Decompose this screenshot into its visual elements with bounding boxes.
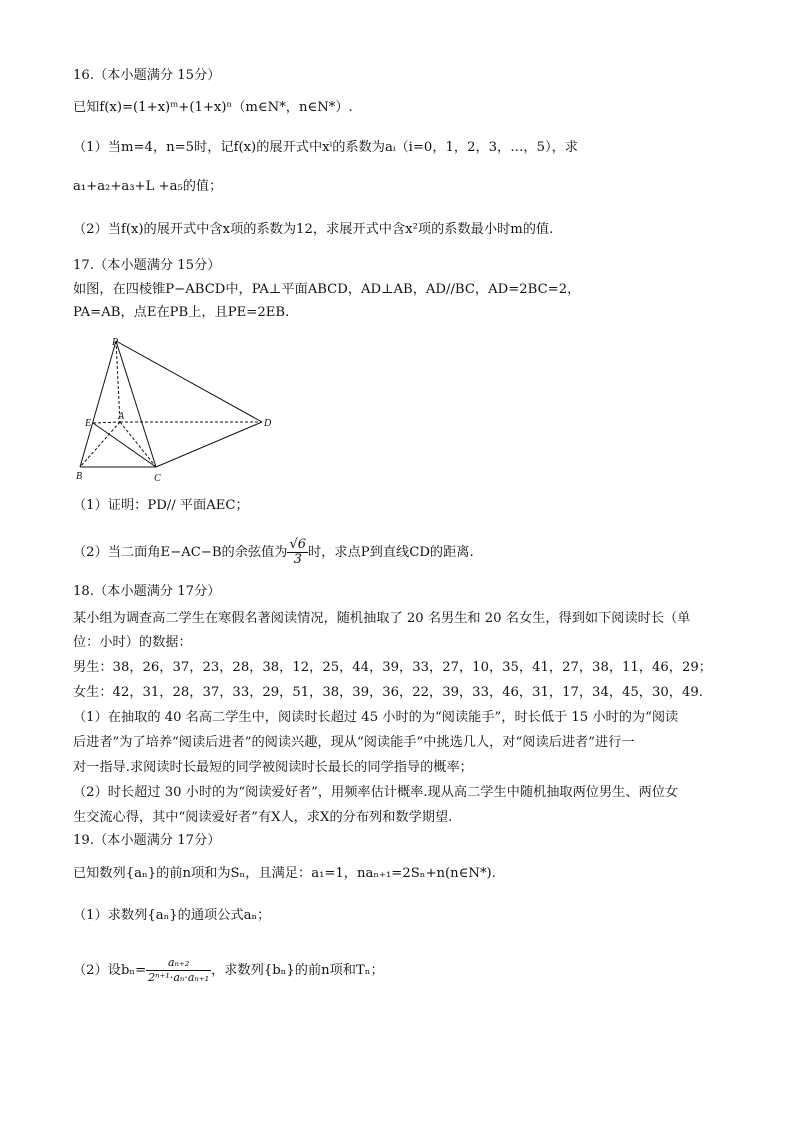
- pyramid-figure: [72, 333, 282, 485]
- bn-numerator: aₙ₊₂: [146, 956, 211, 971]
- q16-part2: （2）当f(x)的展开式中含x项的系数为12，求展开式中含x²项的系数最小时m的值.: [73, 222, 554, 237]
- q17-stem-line2: PA=AB，点E在PB上，且PE=2EB.: [73, 305, 290, 320]
- label-p: P: [112, 337, 119, 348]
- label-c: C: [154, 473, 161, 484]
- q16-part1-line1: （1）当m=4，n=5时，记f(x)的展开式中xⁱ的系数为aᵢ（i=0，1，2，3，…，5），求: [73, 140, 578, 155]
- q18-part2-line1: （2）时长超过 30 小时的为“阅读爱好者”，用频率估计概率.现从高二学生中随机抽取两位男生、两位女: [73, 785, 679, 800]
- q16-part1-line2: a₁+a₂+a₃+L +a₅的值；: [73, 179, 223, 194]
- q17-header: 17.（本小题满分 15分）: [73, 258, 221, 273]
- cosine-numerator: √6: [289, 537, 307, 552]
- q19-header: 19.（本小题满分 17分）: [73, 833, 221, 848]
- q19-part2: [73, 956, 754, 985]
- q16-header: 16.（本小题满分 15分）: [73, 68, 221, 83]
- q17-part2-before: （2）当二面角E−AC−B的余弦值为: [73, 545, 288, 560]
- q18-girls-data: 女生：42，31，28，37，33，29，51，38，39，36，22，39，33，46，31，17，34，45，30，49.: [73, 685, 703, 700]
- q17-stem-line1: 如图，在四棱锥P−ABCD中，PA⊥平面ABCD，AD⊥AB，AD//BC，AD=2BC=2，: [73, 282, 581, 297]
- q18-part1-line1: （1）在抽取的 40 名高二学生中，阅读时长超过 45 小时的为“阅读能手”，时长低于 15 小时的为“阅读: [73, 710, 679, 725]
- q19-stem: 已知数列{aₙ}的前n项和为Sₙ，且满足：a₁=1，naₙ₊₁=2Sₙ+n(n∈N*).: [73, 866, 496, 881]
- label-a: A: [118, 411, 125, 422]
- q18-part2-line2: 生交流心得，其中“阅读爱好者”有X人，求X的分布列和数学期望.: [73, 810, 453, 825]
- cosine-fraction: [287, 538, 308, 567]
- edge-ec: [93, 423, 156, 467]
- q17-part1: （1）证明：PD// 平面AEC；: [73, 498, 249, 513]
- bn-denominator: 2ⁿ⁺¹·aₙ·aₙ₊₁: [148, 971, 210, 984]
- label-d: D: [264, 418, 272, 429]
- q18-boys-data: 男生：38，26，37，23，28，38，12，25，44，39，33，27，10，35，41，27，38，11，46，29；: [73, 660, 712, 675]
- q19-part2-after: ，求数列{bₙ}的前n项和Tₙ；: [211, 963, 384, 978]
- edge-ac: [120, 422, 156, 467]
- cosine-denominator: 3: [293, 552, 302, 567]
- q18-part1-line2: 后进者”为了培养“阅读后进者”的阅读兴趣，现从“阅读能手”中挑选几人，对“阅读后进者”进行一: [73, 735, 635, 750]
- q18-header: 18.（本小题满分 17分）: [73, 584, 221, 599]
- q19-part1: （1）求数列{aₙ}的通项公式aₙ；: [73, 908, 271, 923]
- q19-part2-before: （2）设bₙ=: [73, 963, 147, 978]
- label-b: B: [76, 471, 83, 482]
- q18-intro-line1: 某小组为调查高二学生在寒假名著阅读情况，随机抽取了 20 名男生和 20 名女生，得到如下阅读时长（单: [73, 611, 691, 626]
- q18-intro-line2: 位：小时）的数据：: [73, 635, 192, 650]
- edge-pb: [80, 341, 116, 467]
- q16-stem: 已知f(x)=(1+x)ᵐ+(1+x)ⁿ（m∈N*，n∈N*）.: [73, 100, 353, 115]
- edge-cd: [156, 422, 262, 467]
- bn-fraction: [146, 956, 211, 985]
- label-e: E: [85, 418, 92, 429]
- q17-part2: [73, 538, 754, 567]
- edge-ea: [93, 422, 120, 423]
- q18-part1-line3: 对一指导.求阅读时长最短的同学被阅读时长最长的同学指导的概率；: [73, 760, 473, 775]
- q17-part2-after: 时，求点P到直线CD的距离.: [308, 545, 474, 560]
